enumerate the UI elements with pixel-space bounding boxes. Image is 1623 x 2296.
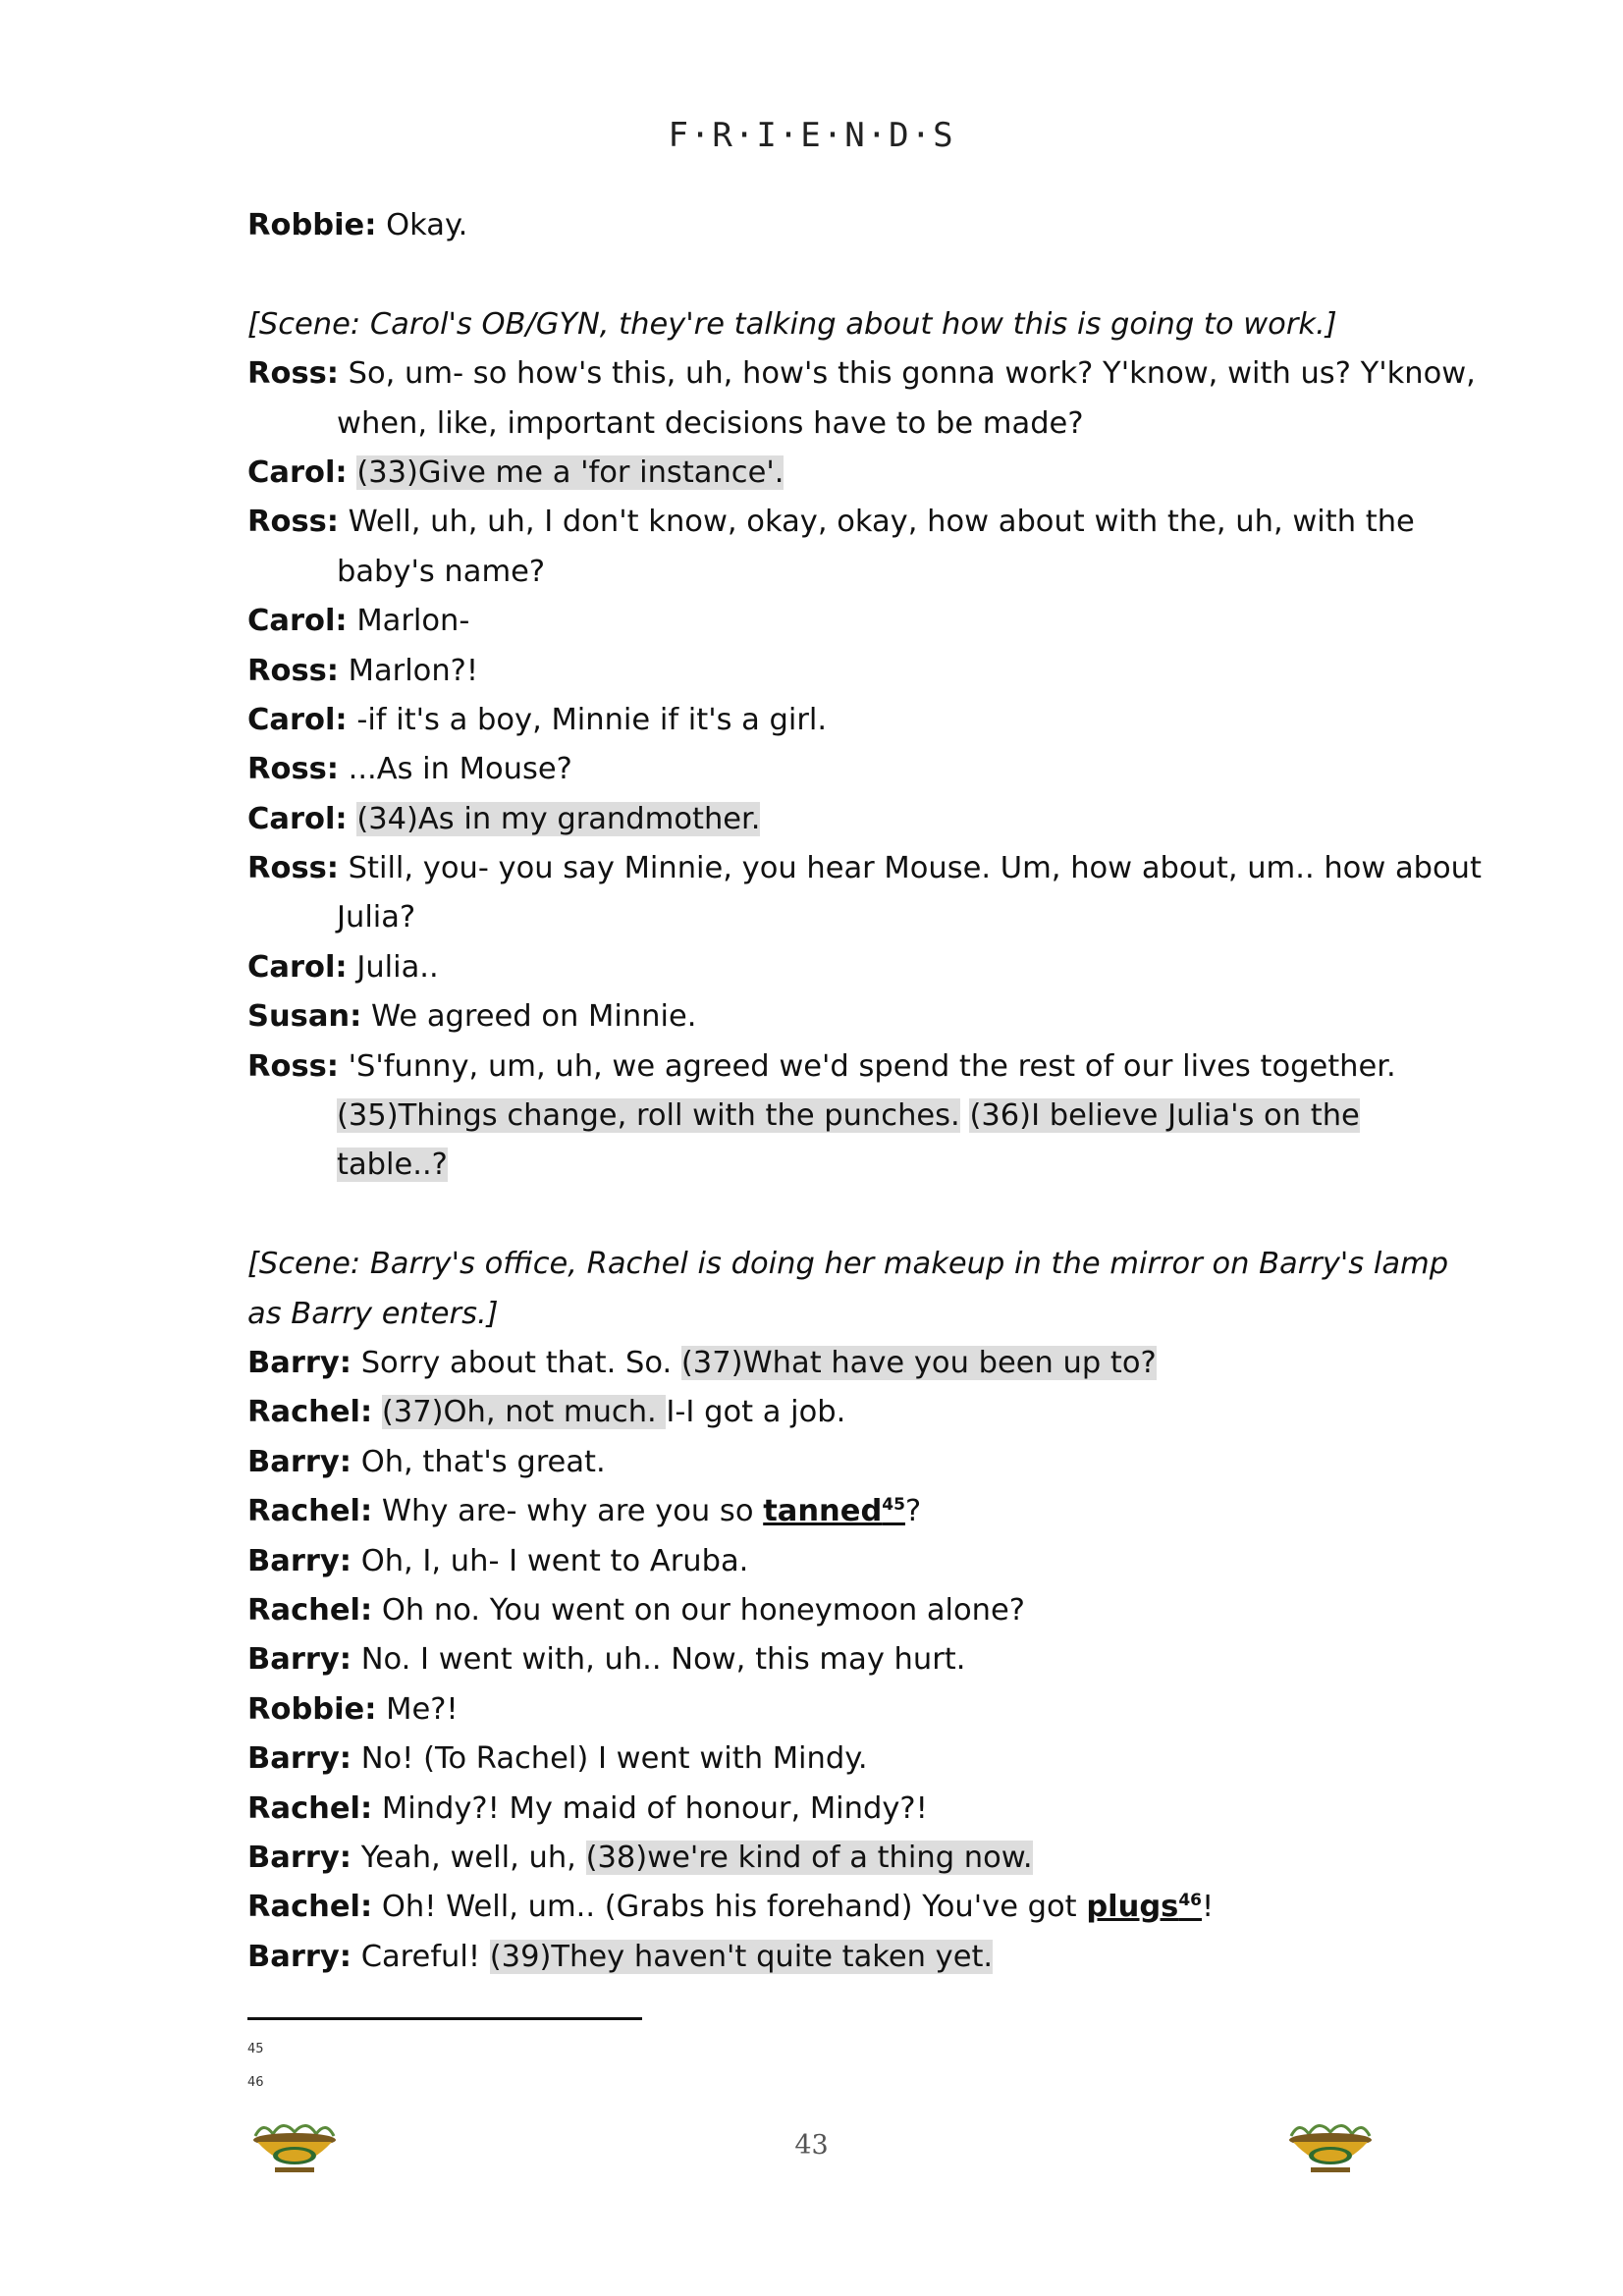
footnote-45: 45 xyxy=(247,2042,264,2056)
scene-direction: [Scene: Barry's office, Rachel is doing her makeup in the mirror on Barry's lamp xyxy=(247,1247,1449,1282)
speaker-name: Barry: xyxy=(247,1642,352,1678)
friends-logo xyxy=(0,116,1623,155)
highlighted-phrase: (33)Give me a 'for instance'. xyxy=(356,454,784,490)
dialogue-continuation xyxy=(247,548,1386,597)
dialogue-line xyxy=(247,1883,1386,1932)
dialogue-text: Oh! Well, um.. (Grabs his forehand) You've got xyxy=(372,1890,1087,1925)
speaker-name: Carol: xyxy=(247,702,348,737)
dialogue-line xyxy=(247,449,1386,498)
speaker-name: Rachel: xyxy=(247,1890,373,1925)
speaker-name: Ross: xyxy=(247,851,339,886)
speaker-name: Rachel: xyxy=(247,1592,373,1628)
footnote-divider xyxy=(247,2017,642,2020)
footnote-term xyxy=(763,1494,905,1528)
dialogue-continuation xyxy=(247,400,1386,449)
speaker-name: Ross: xyxy=(247,356,339,392)
dialogue-line xyxy=(247,844,1482,893)
blank-line xyxy=(247,1191,1386,1240)
highlighted-phrase: (38)we're kind of a thing now. xyxy=(585,1840,1033,1875)
dialogue-text: Marlon?! xyxy=(338,653,479,688)
dialogue-line xyxy=(247,1685,1386,1735)
dialogue-text: We agreed on Minnie. xyxy=(361,999,697,1035)
dialogue-line xyxy=(247,1339,1386,1388)
dialogue-line xyxy=(247,349,1476,399)
speaker-name: Rachel: xyxy=(247,1395,373,1430)
dialogue-line xyxy=(247,696,1386,745)
dialogue-line xyxy=(247,1834,1386,1883)
speaker-name: Ross: xyxy=(247,505,339,540)
highlighted-phrase: (35)Things change, roll with the punches. xyxy=(337,1098,960,1134)
script-body xyxy=(247,201,1482,1982)
dialogue-text: Sorry about that. So. xyxy=(352,1345,681,1380)
footnote-ref: 46 xyxy=(1178,1891,1203,1911)
dialogue-text xyxy=(348,455,357,490)
dialogue-text xyxy=(372,1395,382,1429)
footnote-ref: 45 xyxy=(882,1495,905,1515)
logo-text: F·R·I·E·N·D·S xyxy=(668,116,955,155)
dialogue-text: Careful! xyxy=(352,1939,490,1974)
dialogue-text: Julia? xyxy=(337,900,416,935)
speaker-name: Barry: xyxy=(247,1741,352,1777)
speaker-name: Barry: xyxy=(247,1444,352,1479)
speaker-name: Carol: xyxy=(247,454,348,490)
dialogue-text xyxy=(348,802,357,836)
speaker-name: Carol: xyxy=(247,949,348,985)
speaker-name: Rachel: xyxy=(247,1790,373,1826)
scene-direction: as Barry enters.] xyxy=(247,1296,499,1331)
speaker-name: Rachel: xyxy=(247,1494,373,1529)
dialogue-text xyxy=(960,1098,970,1133)
speaker-name: Robbie: xyxy=(247,208,377,242)
dialogue-line xyxy=(247,1586,1386,1635)
dialogue-text: when, like, important decisions have to be made? xyxy=(337,405,1084,441)
speaker-name: Ross: xyxy=(247,1048,339,1084)
dialogue-text: baby's name? xyxy=(337,554,546,589)
dialogue-line xyxy=(247,1388,1386,1437)
dialogue-line xyxy=(247,1438,1386,1487)
dialogue-line xyxy=(247,943,1386,992)
speaker-name: Carol: xyxy=(247,604,348,639)
footnote-term-text: tanned xyxy=(763,1494,883,1529)
footnote-term xyxy=(1086,1890,1202,1924)
highlighted-phrase: (34)As in my grandmother. xyxy=(356,801,761,836)
speaker-name: Carol: xyxy=(247,801,348,836)
speaker-name: Ross: xyxy=(247,752,339,787)
highlighted-phrase: table..? xyxy=(337,1148,448,1183)
dialogue-line xyxy=(247,1735,1386,1784)
dialogue-text: Yeah, well, uh, xyxy=(352,1840,586,1875)
dialogue-line xyxy=(247,745,1386,794)
dialogue-text: No. I went with, uh.. Now, this may hurt. xyxy=(352,1642,966,1678)
dialogue-line xyxy=(247,1042,1396,1092)
blank-line xyxy=(247,250,1386,299)
dialogue-continuation xyxy=(247,893,1386,942)
dialogue-text: Mindy?! My maid of honour, Mindy?! xyxy=(372,1790,928,1826)
dialogue-text: Me?! xyxy=(376,1691,459,1727)
dialogue-text: Why are- why are you so xyxy=(372,1494,764,1529)
dialogue-text: ...As in Mouse? xyxy=(338,752,572,787)
dialogue-text: So, um- so how's this, uh, how's this gonna work? Y'know, with us? Y'know, xyxy=(338,356,1476,392)
dialogue-line xyxy=(247,1933,1386,1982)
footnote-term-text: plugs xyxy=(1086,1890,1179,1925)
dialogue-line xyxy=(247,795,1386,844)
dialogue-continuation xyxy=(247,1092,1386,1141)
dialogue-text: 'S'funny, um, uh, we agreed we'd spend the rest of our lives together. xyxy=(338,1048,1396,1084)
dialogue-text: Still, you- you say Minnie, you hear Mouse. Um, how about, um.. how about xyxy=(338,851,1482,886)
page-number: 43 xyxy=(794,2130,829,2161)
dialogue-text: Well, uh, uh, I don't know, okay, okay, how about with the, uh, with the xyxy=(338,505,1415,540)
speaker-name: Robbie: xyxy=(247,1691,377,1727)
scene-direction: [Scene: Carol's OB/GYN, they're talking about how this is going to work.] xyxy=(247,306,1337,342)
dialogue-text: Oh, that's great. xyxy=(352,1444,606,1479)
dialogue-text: Oh no. You went on our honeymoon alone? xyxy=(372,1592,1025,1628)
dialogue-line xyxy=(247,1537,1386,1586)
highlighted-phrase: (39)They haven't quite taken yet. xyxy=(489,1939,994,1974)
dialogue-text: Marlon- xyxy=(347,604,470,639)
highlighted-phrase: (37)What have you been up to? xyxy=(680,1345,1157,1380)
dialogue-line xyxy=(247,201,1386,250)
dialogue-text: Julia.. xyxy=(347,949,439,985)
dialogue-text: ! xyxy=(1202,1890,1215,1925)
speaker-name: Susan: xyxy=(247,999,362,1035)
dialogue-text: ? xyxy=(904,1494,922,1529)
dialogue-text: No! (To Rachel) I went with Mindy. xyxy=(352,1741,868,1777)
dialogue-continuation xyxy=(247,1141,1386,1190)
dialogue-text: I-I got a job. xyxy=(666,1395,846,1430)
dialogue-line xyxy=(247,1487,1386,1536)
dialogue-line xyxy=(247,498,1415,547)
speaker-name: Barry: xyxy=(247,1345,352,1380)
dialogue-line xyxy=(247,992,1386,1041)
dialogue-text: -if it's a boy, Minnie if it's a girl. xyxy=(347,702,828,737)
dialogue-text: Okay. xyxy=(376,208,468,242)
dialogue-line xyxy=(247,597,1386,646)
dialogue-line xyxy=(247,1635,1386,1684)
speaker-name: Barry: xyxy=(247,1543,352,1578)
dialogue-line xyxy=(247,647,1386,696)
speaker-name: Barry: xyxy=(247,1840,352,1875)
speaker-name: Barry: xyxy=(247,1939,352,1974)
footnote-46: 46 xyxy=(247,2075,264,2090)
dialogue-text: Oh, I, uh- I went to Aruba. xyxy=(352,1543,749,1578)
speaker-name: Ross: xyxy=(247,653,339,688)
dialogue-line xyxy=(247,1785,1386,1834)
highlighted-phrase: (37)Oh, not much. xyxy=(381,1395,667,1430)
highlighted-phrase: (36)I believe Julia's on the xyxy=(969,1098,1360,1134)
